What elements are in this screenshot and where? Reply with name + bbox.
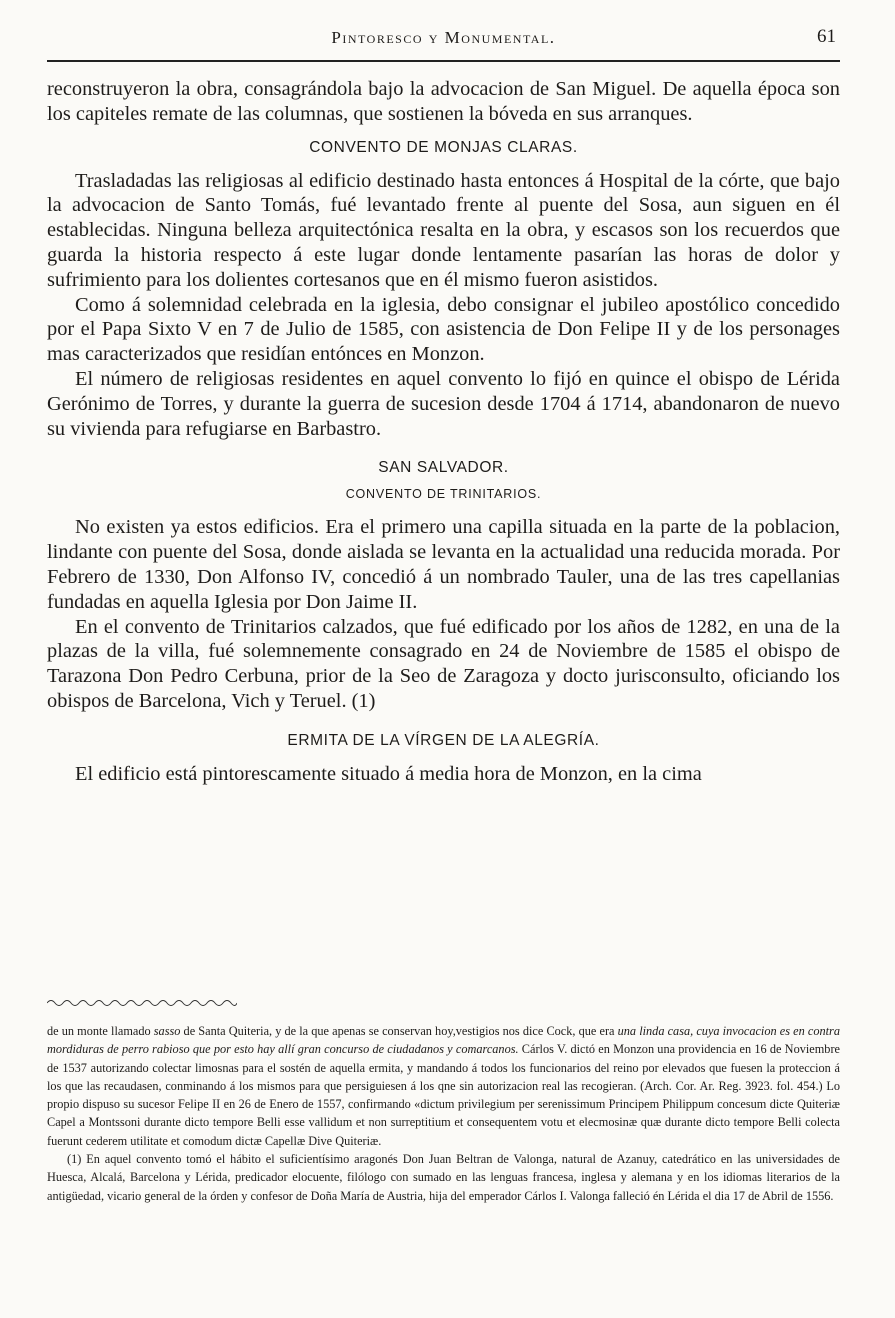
footnote-separator xyxy=(47,997,237,1009)
section-heading: CONVENTO DE MONJAS CLARAS. xyxy=(309,138,578,156)
paragraph: Como á solemnidad celebrada en la iglesia, debo consignar el jubileo apostólico concedido por el Papa Sixto V en 7 de Julio de 1585, con asistencia de Don Felipe II y de los personages mas caracterizados que residían entónces en Monzon. xyxy=(47,293,840,366)
main-text xyxy=(47,77,840,787)
footnote-continuation xyxy=(47,1022,840,1150)
footnote-text: de un monte llamado xyxy=(47,1024,154,1038)
page-number: 61 xyxy=(817,26,836,47)
paragraph: No existen ya estos edificios. Era el primero una capilla situada en la parte de la poblacion, lindante con puente del Sosa, donde aislada se levanta en la actualidad una reducida morada. Por Febrero de 1330, Don Alfonso IV, concedió á un nombrado Tauler, una de las tres capellanias fundadas en aquella Iglesia por Don Jaime II. xyxy=(47,516,840,613)
paragraph: El edificio está pintorescamente situado á media hora de Monzon, en la cima xyxy=(75,762,702,785)
paragraph: reconstruyeron la obra, consagrándola bajo la advocacion de San Miguel. De aquella época son los capiteles remate de las columnas, que sostienen la bóveda en sus arranques. xyxy=(47,78,840,125)
section-subheading: CONVENTO DE TRINITARIOS. xyxy=(345,487,542,502)
book-page xyxy=(47,22,841,1203)
footnote-text: Cárlos V. dictó en Monzon una providencia en 16 de Noviembre de 1537 autorizando colectar limosnas para el sostén de aquella ermita, y mandando á todos los funcionarios del reino por elevados que fuesen la proteccion á los que las recaudasen, conminando á los mismos para que persiguiesen á los qne sin autorizacion real las recogieran. (Arch. Cor. Ar. Reg. 3923. fol. 454.) Lo propio dispuso su sucesor Felipe II en 26 de Enero de 1557, confirmando «dictum privilegium per serenissimum Principem Philippum concesum dicte Quiteriæ Capel a Montssoni durante dicto tempore Belli esse vallidum et non surreptitium et consequentem votu et elecmosinæ quæ durante dicto tempore Belli colecta fuerunt cederem utilitate et comodum dictæ Capellæ Dive Quiteriæ. xyxy=(47,1042,841,1148)
running-header xyxy=(47,22,840,50)
running-title: Pintoresco y Monumental. xyxy=(331,28,556,47)
footnotes xyxy=(47,1022,840,1205)
footnote-text: de Santa Quiteria, y de la que apenas se conservan hoy,vestigios nos dice Cock, que era xyxy=(180,1024,618,1038)
footnote-1: (1) En aquel convento tomó el hábito el suficientísimo aragonés Don Juan Beltran de Valonga, natural de Azanuy, catedrático en las universidades de Huesca, Alcalá, Barcelona y Lérida, predicador elocuente, filólogo con sumado en las lenguas francesa, inglesa y alemana y en los idiomas literarios de la antigüedad, vicario general de la órden y confesor de Doña María de Austria, hija del emperador Cárlos I. Valonga falleció én Lérida el dia 17 de Abril de 1556. xyxy=(47,1152,840,1203)
section-heading: ERMITA DE LA VÍRGEN DE LA ALEGRÍA. xyxy=(287,731,600,749)
footnote-italic-term: sasso xyxy=(153,1024,181,1038)
footnote-quote: una linda casa, cuya invocacion es en contra mordiduras de perro rabioso que por esto hay allí gran concurso de ciudadanos y comarcanos. xyxy=(47,1024,840,1057)
section-heading: SAN SALVADOR. xyxy=(378,459,509,477)
header-rule xyxy=(47,60,840,62)
paragraph: El número de religiosas residentes en aquel convento lo fijó en quince el obispo de Lérida Gerónimo de Torres, y durante la guerra de sucesion desde 1704 á 1714, abandonaron de nuevo su vivienda para refugiarse en Barbastro. xyxy=(47,367,840,440)
paragraph: Trasladadas las religiosas al edificio destinado hasta entonces á Hospital de la córte, que bajo la advocacion de Santo Tomás, fué levantado frente al puente del Sosa, aun siguen en él establecidas. Ninguna belleza arquitectónica resalta en la obra, y escasos son los recuerdos que guarda la historia respecto á este lugar donde lentamente pasarían las horas de dolor y sufrimiento para los dolientes cortesanos que en él mismo fueron asistidos. xyxy=(47,169,840,291)
paragraph: En el convento de Trinitarios calzados, que fué edificado por los años de 1282, en una de la plazas de la villa, fué solemnemente consagrado en 24 de Noviembre de 1585 el obispo de Tarazona Don Pedro Cerbuna, prior de la Seo de Zaragoza y docto jurisconsulto, oficiando los obispos de Barcelona, Vich y Teruel. (1) xyxy=(47,615,840,712)
